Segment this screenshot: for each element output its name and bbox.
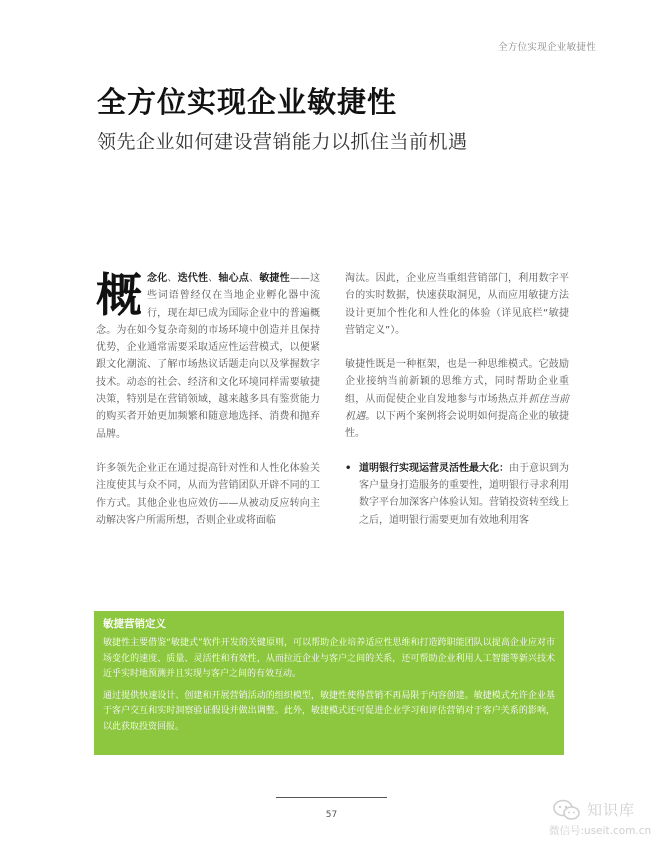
keyword-agility: 敏捷性 <box>259 273 290 284</box>
dropcap: 概 <box>96 268 142 322</box>
sidebar-paragraph: 通过提供快速设计、创建和开展营销活动的组织模型，敏捷性使得营销不再局限于内容创建。敏捷模式允许企业基于客户交互和实时洞察验证假设并做出调整。此外，敏捷模式还可促进企业学习和评估营销对于客户关系的影响，以此获取投资回报。 <box>103 690 555 732</box>
keyword-conceptualization: 念化 <box>147 273 168 284</box>
separator: 、 <box>167 273 178 284</box>
running-header: 全方位实现企业敏捷性 <box>498 42 597 53</box>
separator: 、 <box>249 273 260 284</box>
body-text: 淘汰。因此，企业应当重组营销部门，利用数字平台的实时数据，快速获取洞见，从而应用敏捷方法设计更加个性化和人性化的体验（详见底栏 <box>345 273 569 319</box>
bullet-text <box>359 460 569 529</box>
bullet-heading: 道明银行实现运营灵活性最大化： <box>359 462 509 474</box>
sidebar-reference: “敏捷营销定义” <box>345 307 570 336</box>
watermark <box>545 797 655 847</box>
bullet-body: 由于意识到为客户量身打造服务的重要性，道明银行寻求利用数字平台加深客户体验认知。营销投资转至线上之后，道明银行需要更加有效地利用客 <box>359 462 569 526</box>
left-column <box>96 270 320 546</box>
case-bullet <box>345 460 569 529</box>
intro-paragraph <box>96 270 320 443</box>
body-text: 。以下两个案例将会说明如何提高企业的敏捷性。 <box>345 411 570 440</box>
page-title: 全方位实现企业敏捷性 <box>97 85 398 119</box>
sidebar-title: 敏捷营销定义 <box>103 618 166 630</box>
wechat-icon <box>553 799 581 821</box>
sidebar-paragraph: 敏捷性主要借鉴“敏捷式”软件开发的关键原则，可以帮助企业培养适应性思维和打造跨职能团队以提高企业应对市场变化的速度、质量、灵活性和有效性，从而拉近企业与客户之间的关系，还可帮助企业利用人工智能等新兴技术近乎实时地预测并且实现与客户之间的有效互动。 <box>103 638 555 679</box>
keyword-pivot: 轴心点 <box>218 273 250 284</box>
body-text: ）。 <box>390 324 406 336</box>
watermark-name: 知识库 <box>587 801 636 819</box>
body-paragraph: 许多领先企业正在通过提高针对性和人性化体验关注度使其与众不同，从而为营销团队开辟不同的工作方式。其他企业也应效仿——从被动反应转向主动解决客户所需所想，否则企业或将面临 <box>96 462 320 526</box>
right-column <box>345 270 569 529</box>
separator: 、 <box>208 273 219 284</box>
intro-text: ——这些词语曾经仅在当地企业孵化器中流行，现在却已成为国际企业中的普遍概念。为在如今复杂奇刻的市场环境中创造并且保持优势，企业通常需要采取适应性运营模式，以便紧跟文化潮流、了解市场热议话题走向以及掌握数字技术。动态的社会、经济和文化环境同样需要敏捷决策，特别是在营销领域，越来越多具有鉴赏能力的购买者开始更加频繁和随意地选择、消费和抛弃品牌。 <box>96 273 321 440</box>
watermark-sub: 微信号:useit.com.cn <box>549 825 652 837</box>
footer-rule <box>276 797 387 798</box>
body-paragraph <box>345 270 569 339</box>
bullet-marker: • <box>345 462 352 474</box>
italic-phrase: 抓住当前机遇 <box>345 393 570 423</box>
page-number: 57 <box>325 810 338 820</box>
body-text: 敏捷性既是一种框架，也是一种思维模式。它鼓励企业接纳当前新颖的思维方式，同时帮助企业重组，从而促使企业自发地参与市场热点并 <box>345 359 569 405</box>
page-subtitle: 领先企业如何建设营销能力以抓住当前机遇 <box>97 131 468 153</box>
definition-sidebar <box>94 611 564 755</box>
keyword-iteration: 迭代性 <box>177 273 209 284</box>
body-paragraph <box>345 356 569 442</box>
